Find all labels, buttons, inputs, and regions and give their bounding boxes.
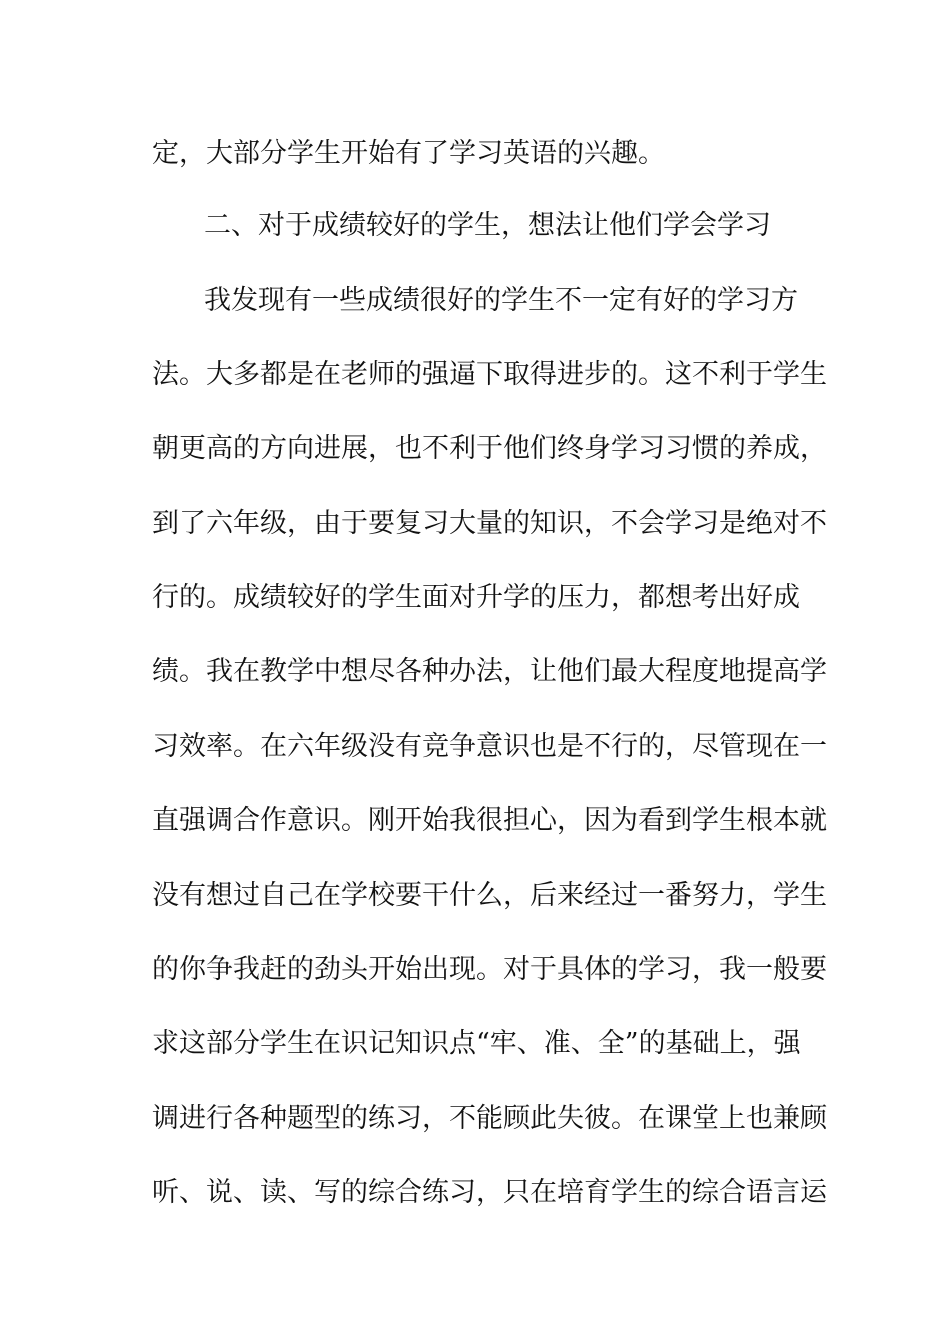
text-line: 求这部分学生在识记知识点“牢、准、全”的基础上，强 <box>152 1028 801 1059</box>
text-line: 听、说、读、写的综合练习，只在培育学生的综合语言运 <box>152 1177 827 1208</box>
text-line: 我发现有一些成绩很好的学生不一定有好的学习方 <box>204 285 798 316</box>
text-line: 朝更高的方向进展，也不利于他们终身学习习惯的养成， <box>152 433 827 464</box>
text-line: 直强调合作意识。刚开始我很担心，因为看到学生根本就 <box>152 805 827 836</box>
text-line: 绩。我在教学中想尽各种办法，让他们最大程度地提高学 <box>152 656 827 687</box>
text-line: 定，大部分学生开始有了学习英语的兴趣。 <box>152 138 665 169</box>
text-line: 法。大多都是在老师的强逼下取得进步的。这不利于学生 <box>152 359 827 390</box>
text-line: 调进行各种题型的练习，不能顾此失彼。在课堂上也兼顾 <box>152 1103 827 1134</box>
text-line: 没有想过自己在学校要干什么，后来经过一番努力，学生 <box>152 880 827 911</box>
text-line: 到了六年级，由于要复习大量的知识，不会学习是绝对不 <box>152 508 827 539</box>
text-line: 行的。成绩较好的学生面对升学的压力，都想考出好成 <box>152 582 800 613</box>
text-line: 的你争我赶的劲头开始出现。对于具体的学习，我一般要 <box>152 954 827 985</box>
text-line: 习效率。在六年级没有竞争意识也是不行的，尽管现在一 <box>152 731 827 762</box>
section-heading: 二、对于成绩较好的学生，想法让他们学会学习 <box>204 210 771 241</box>
